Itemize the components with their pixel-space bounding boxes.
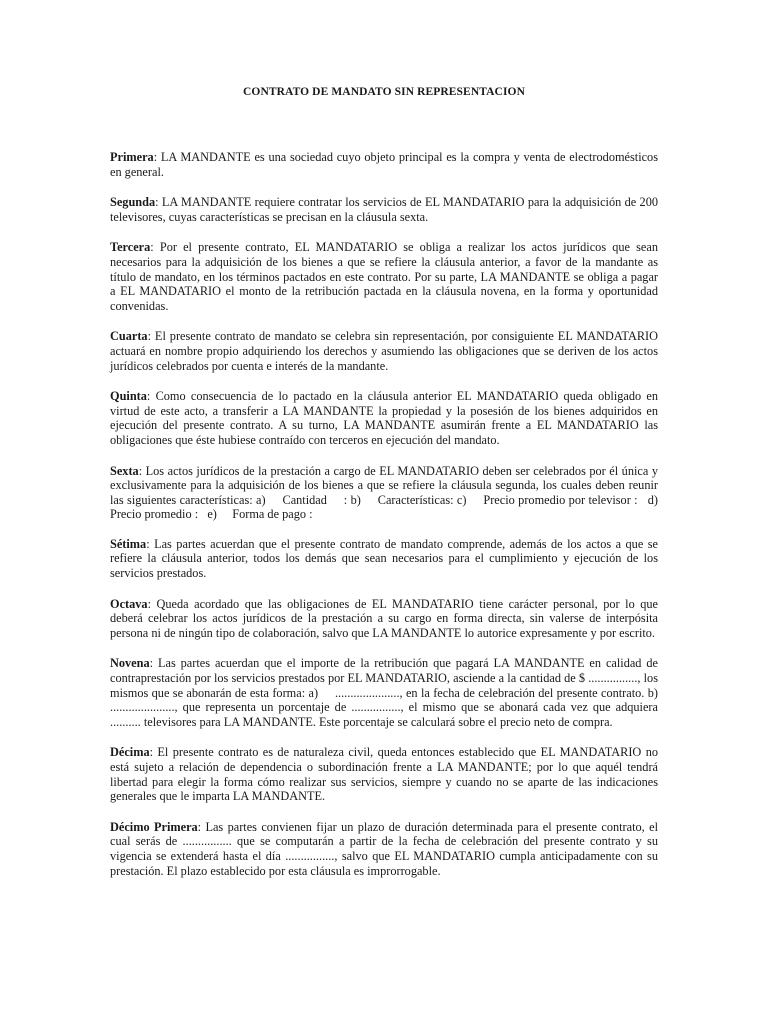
clause-text: : Queda acordado que las obligaciones de EL MANDATARIO tiene carácter personal, por lo que deberá celebrar los actos jurídicos de la prestación a su cargo en forma directa, sin valerse de interpósita persona ni de ningún tipo de colaboración, salvo que LA MANDANTE lo autorice expresamente y por escrito.: [110, 596, 658, 640]
clause-primera: [110, 150, 658, 179]
document-title: CONTRATO DE MANDATO SIN REPRESENTACION: [243, 86, 525, 98]
clause-text: : LA MANDANTE es una sociedad cuyo objeto principal es la compra y venta de electrodomésticos en general.: [110, 150, 658, 179]
clause-text: : Las partes acuerdan que el importe de la retribución que pagará LA MANDANTE en calidad de contraprestación por los servicios prestados por EL MANDATARIO, asciende a la cantidad de $ ................, los mismos que se abonarán de esta forma: a) ....................., en la fecha de celebración del presente contrato. b) ....................., que representa un porcentaje de ................, el mismo que se abonará cada vez que adquiera .......... televisores para LA MANDANTE. Este porcentaje se calculará sobre el precio neto de compra.: [110, 656, 674, 729]
clause-name: Tercera: [110, 240, 151, 255]
clause-segunda: [110, 195, 658, 224]
clause-octava: [110, 597, 658, 641]
clause-text: : LA MANDANTE requiere contratar los servicios de EL MANDATARIO para la adquisición de 200 televisores, cuyas características se precisan en la cláusula sexta.: [110, 195, 658, 224]
clause-novena: [110, 656, 674, 729]
clause-cuarta: [110, 329, 658, 373]
clause-name: Décima: [110, 745, 150, 760]
clause-text: : Como consecuencia de lo pactado en la cláusula anterior EL MANDATARIO queda obligado en virtud de este acto, a transferir a LA MANDANTE la propiedad y la posesión de los bienes adquiridos en ejecución del presente contrato. A su turno, LA MANDANTE asumirán frente a EL MANDATARIO las obligaciones que éste hubiese contraído con terceros en ejecución del mandato.: [110, 389, 658, 447]
clause-decima: [110, 745, 658, 803]
clause-name: Novena: [110, 656, 150, 671]
clause-name: Sétima: [110, 536, 147, 551]
clause-text: : El presente contrato de mandato se celebra sin representación, por consiguiente EL MANDATARIO actuará en nombre propio adquiriendo los derechos y asumiendo las obligaciones que se deriven de los actos jurídicos celebrados por cuenta e interés de la mandante.: [110, 329, 658, 373]
clause-tercera: [110, 240, 658, 313]
clause-text: : Por el presente contrato, EL MANDATARIO se obliga a realizar los actos jurídicos que sean necesarios para la adquisición de los bienes a que se refiere la cláusula anterior, a favor de la mandante as título de mandato, en los términos pactados en este contrato. Por su parte, LA MANDANTE se obliga a pagar a EL MANDATARIO el monto de la retribución pactada en la cláusula novena, en la forma y oportunidad convenidas.: [110, 240, 658, 313]
clause-text: : Las partes acuerdan que el presente contrato de mandato comprende, además de los actos a que se refiere la cláusula anterior, todos los demás que sean necesarios para el cumplimiento y ejecución de los servicios prestados.: [110, 536, 658, 581]
clause-setima: [110, 537, 658, 581]
clause-text: : Los actos jurídicos de la prestación a cargo de EL MANDATARIO deben ser celebrados por él única y exclusivamente para la adquisición de los bienes a que se refiere la cláusula segunda, los cuales deben reunir las siguientes características: a) Cantidad : b) Características: c) Precio promedio por televisor : d) Precio promedio : e) Forma de pago :: [110, 463, 674, 522]
clause-text: : El presente contrato es de naturaleza civil, queda entonces establecido que EL MANDATARIO no está sujeto a relación de dependencia o subordinación frente a LA MANDANTE; por lo que aquél tendrá libertad para elegir la forma cómo realizar sus servicios, siempre y cuando no se aparte de las indicaciones generales que le imparta LA MANDANTE.: [110, 745, 658, 804]
clause-name: Octava: [110, 596, 148, 611]
clause-name: Primera: [110, 150, 154, 164]
clause-name: Sexta: [110, 463, 139, 478]
clause-sexta: [110, 463, 674, 522]
clause-decimo-primera: [110, 820, 658, 878]
clause-name: Décimo Primera: [110, 819, 198, 834]
clause-text: : Las partes convienen fijar un plazo de duración determinada para el presente contrato, el cual serás de ................ que se computarán a partir de la fecha de celebración del presente contrato y su vigencia se extenderá hasta el día ................, salvo que EL MANDATARIO cumpla anticipadamente con su prestación. El plazo establecido por esta cláusula es improrrogable.: [110, 819, 658, 878]
clause-name: Cuarta: [110, 329, 148, 344]
clause-quinta: [110, 389, 658, 447]
clause-name: Quinta: [110, 389, 147, 404]
clauses-list: [110, 150, 674, 894]
clause-name: Segunda: [110, 195, 156, 210]
